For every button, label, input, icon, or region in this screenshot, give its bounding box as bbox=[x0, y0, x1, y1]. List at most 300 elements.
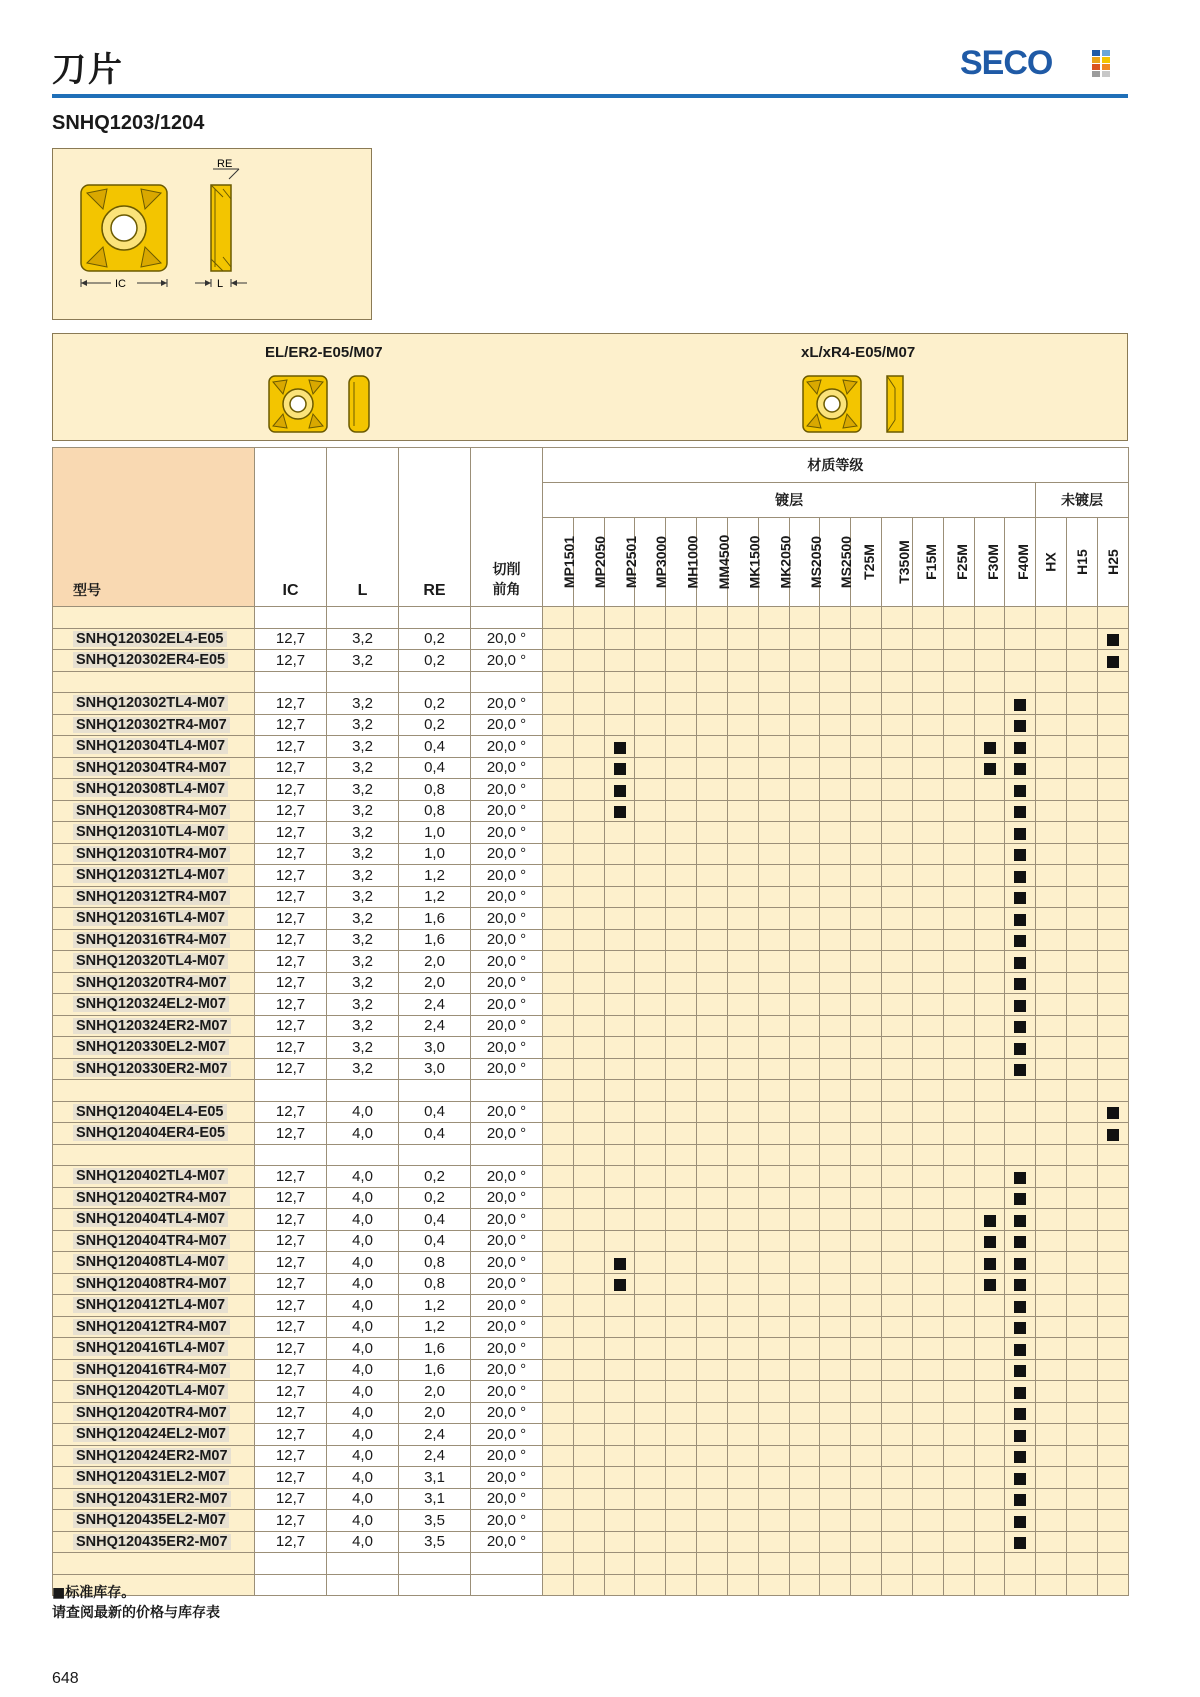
spacer-cell bbox=[882, 1574, 913, 1596]
grade-cell-f15m bbox=[912, 1037, 943, 1059]
stock-mark-icon bbox=[1014, 1473, 1026, 1485]
grade-cell-mp2501 bbox=[604, 779, 635, 801]
grade-cell-f15m bbox=[912, 886, 943, 908]
grade-cell-mk2050 bbox=[758, 886, 789, 908]
grade-cell-mh1000 bbox=[666, 1338, 697, 1360]
grade-cell-mp3000 bbox=[635, 650, 666, 672]
grade-cell-mk1500 bbox=[727, 1381, 758, 1403]
spacer-cell bbox=[912, 1553, 943, 1575]
table-row bbox=[53, 1058, 1129, 1080]
grade-cell-hx bbox=[1036, 693, 1067, 715]
grade-cell-h15 bbox=[1067, 843, 1098, 865]
grade-cell-hx bbox=[1036, 1230, 1067, 1252]
model-code: SNHQ120420TR4-M07 bbox=[73, 1405, 230, 1421]
table-row bbox=[53, 972, 1129, 994]
spacer-cell bbox=[543, 607, 574, 629]
grade-header-label: MK2050 bbox=[777, 535, 794, 589]
grade-cell-t350m bbox=[882, 1101, 913, 1123]
grade-cell-f30m bbox=[974, 1295, 1005, 1317]
rake-cell: 20,0 ° bbox=[471, 972, 543, 994]
rake-cell: 20,0 ° bbox=[471, 908, 543, 930]
re-cell: 2,0 bbox=[399, 951, 471, 973]
grade-header-f15m bbox=[912, 518, 943, 607]
model-cell bbox=[53, 1488, 255, 1510]
grade-cell-h15 bbox=[1067, 1123, 1098, 1145]
grade-cell-t25m bbox=[851, 650, 882, 672]
grade-cell-t25m bbox=[851, 1187, 882, 1209]
grade-cell-t25m bbox=[851, 908, 882, 930]
grade-cell-mp2050 bbox=[573, 994, 604, 1016]
grade-cell-mh1000 bbox=[666, 1230, 697, 1252]
grade-cell-f25m bbox=[943, 650, 974, 672]
grade-cell-f30m bbox=[974, 1058, 1005, 1080]
spacer-cell bbox=[327, 1553, 399, 1575]
grade-cell-mk1500 bbox=[727, 736, 758, 758]
grade-cell-h15 bbox=[1067, 1424, 1098, 1446]
stock-mark-icon bbox=[1014, 1236, 1026, 1248]
table-row bbox=[53, 693, 1129, 715]
rake-cell: 20,0 ° bbox=[471, 951, 543, 973]
grade-cell-mk1500 bbox=[727, 1187, 758, 1209]
grade-cell-t25m bbox=[851, 1445, 882, 1467]
spacer-cell bbox=[882, 1080, 913, 1102]
spacer-cell bbox=[820, 607, 851, 629]
grade-cell-hx bbox=[1036, 628, 1067, 650]
grade-cell-mp1501 bbox=[543, 779, 574, 801]
grade-cell-mk1500 bbox=[727, 822, 758, 844]
grade-cell-h15 bbox=[1067, 1488, 1098, 1510]
model-cell bbox=[53, 865, 255, 887]
grade-cell-mp1501 bbox=[543, 951, 574, 973]
grade-cell-mm4500 bbox=[697, 1510, 728, 1532]
ic-cell: 12,7 bbox=[255, 1166, 327, 1188]
grade-cell-ms2050 bbox=[789, 886, 820, 908]
grade-cell-mp3000 bbox=[635, 1316, 666, 1338]
grade-cell-ms2050 bbox=[789, 822, 820, 844]
l-cell: 3,2 bbox=[327, 951, 399, 973]
stock-mark-icon bbox=[1014, 892, 1026, 904]
model-cell bbox=[53, 779, 255, 801]
spacer-cell bbox=[697, 671, 728, 693]
spacer-cell bbox=[974, 1144, 1005, 1166]
grade-cell-f15m bbox=[912, 757, 943, 779]
grade-cell-mh1000 bbox=[666, 994, 697, 1016]
ic-cell: 12,7 bbox=[255, 1359, 327, 1381]
l-cell: 4,0 bbox=[327, 1510, 399, 1532]
re-cell: 2,4 bbox=[399, 994, 471, 1016]
grade-cell-mp2501 bbox=[604, 800, 635, 822]
stock-mark-icon bbox=[1107, 1129, 1119, 1141]
grade-cell-ms2050 bbox=[789, 929, 820, 951]
grade-cell-f30m bbox=[974, 628, 1005, 650]
stock-mark-icon bbox=[1014, 720, 1026, 732]
grade-cell-h25 bbox=[1097, 1316, 1128, 1338]
table-row bbox=[53, 929, 1129, 951]
grade-cell-t25m bbox=[851, 951, 882, 973]
model-cell bbox=[53, 714, 255, 736]
table-row bbox=[53, 865, 1129, 887]
grade-cell-f30m bbox=[974, 1402, 1005, 1424]
grade-cell-f25m bbox=[943, 1123, 974, 1145]
model-cell bbox=[53, 1424, 255, 1446]
grade-cell-t350m bbox=[882, 779, 913, 801]
re-cell: 0,4 bbox=[399, 1123, 471, 1145]
spacer-cell bbox=[1005, 607, 1036, 629]
grade-cell-f30m bbox=[974, 757, 1005, 779]
grade-cell-h25 bbox=[1097, 1338, 1128, 1360]
model-code: SNHQ120412TR4-M07 bbox=[73, 1319, 230, 1335]
grade-cell-mp2050 bbox=[573, 714, 604, 736]
grade-cell-f40m bbox=[1005, 1359, 1036, 1381]
re-cell: 1,2 bbox=[399, 865, 471, 887]
grade-cell-hx bbox=[1036, 1252, 1067, 1274]
ic-cell: 12,7 bbox=[255, 757, 327, 779]
grade-cell-mk1500 bbox=[727, 1316, 758, 1338]
grade-cell-mh1000 bbox=[666, 1058, 697, 1080]
rake-cell: 20,0 ° bbox=[471, 1316, 543, 1338]
grade-cell-t350m bbox=[882, 1166, 913, 1188]
grade-cell-f25m bbox=[943, 908, 974, 930]
grade-cell-f15m bbox=[912, 1252, 943, 1274]
grade-cell-ms2500 bbox=[820, 1273, 851, 1295]
spacer-cell bbox=[255, 1144, 327, 1166]
stock-mark-icon bbox=[1014, 957, 1026, 969]
model-code: SNHQ120320TR4-M07 bbox=[73, 975, 230, 991]
grade-cell-t350m bbox=[882, 929, 913, 951]
grade-cell-mm4500 bbox=[697, 1230, 728, 1252]
grade-cell-f40m bbox=[1005, 822, 1036, 844]
spacer-cell bbox=[851, 1080, 882, 1102]
grade-cell-mk1500 bbox=[727, 1058, 758, 1080]
grade-cell-mk2050 bbox=[758, 972, 789, 994]
grade-cell-ms2500 bbox=[820, 865, 851, 887]
grade-cell-f40m bbox=[1005, 843, 1036, 865]
grade-cell-f15m bbox=[912, 1058, 943, 1080]
spacer-cell bbox=[697, 1080, 728, 1102]
grade-cell-t25m bbox=[851, 1166, 882, 1188]
grade-cell-mk1500 bbox=[727, 757, 758, 779]
grade-cell-ms2050 bbox=[789, 1510, 820, 1532]
grade-cell-f25m bbox=[943, 822, 974, 844]
spacer-cell bbox=[399, 1553, 471, 1575]
rake-cell: 20,0 ° bbox=[471, 1510, 543, 1532]
page-number: 648 bbox=[52, 1670, 79, 1687]
grade-cell-mp2501 bbox=[604, 822, 635, 844]
grade-cell-f30m bbox=[974, 1187, 1005, 1209]
rake-cell: 20,0 ° bbox=[471, 1037, 543, 1059]
grade-cell-t350m bbox=[882, 1230, 913, 1252]
grade-cell-mp2050 bbox=[573, 1467, 604, 1489]
grade-cell-h25 bbox=[1097, 1359, 1128, 1381]
grade-cell-mp2050 bbox=[573, 1531, 604, 1553]
grade-cell-mp2050 bbox=[573, 1230, 604, 1252]
grade-cell-h15 bbox=[1067, 1531, 1098, 1553]
grade-cell-f15m bbox=[912, 929, 943, 951]
l-cell: 4,0 bbox=[327, 1338, 399, 1360]
re-cell: 1,2 bbox=[399, 1295, 471, 1317]
grade-cell-ms2500 bbox=[820, 843, 851, 865]
grade-cell-mk2050 bbox=[758, 1166, 789, 1188]
table-row bbox=[53, 886, 1129, 908]
table-row bbox=[53, 1252, 1129, 1274]
spacer-cell bbox=[851, 1144, 882, 1166]
grade-cell-f30m bbox=[974, 1488, 1005, 1510]
spacer-cell bbox=[543, 1144, 574, 1166]
table-row bbox=[53, 994, 1129, 1016]
model-code: SNHQ120302TR4-M07 bbox=[73, 717, 230, 733]
grade-cell-mp1501 bbox=[543, 1510, 574, 1532]
table-row bbox=[53, 1531, 1129, 1553]
grade-cell-mp3000 bbox=[635, 736, 666, 758]
spacer-cell bbox=[697, 1553, 728, 1575]
stock-mark-icon bbox=[1014, 935, 1026, 947]
ic-cell: 12,7 bbox=[255, 1316, 327, 1338]
grade-cell-mp2050 bbox=[573, 1015, 604, 1037]
grade-cell-mk1500 bbox=[727, 1037, 758, 1059]
grade-cell-mp2050 bbox=[573, 1510, 604, 1532]
ic-cell: 12,7 bbox=[255, 1488, 327, 1510]
grade-cell-mp2050 bbox=[573, 1402, 604, 1424]
grade-cell-t25m bbox=[851, 929, 882, 951]
grade-cell-mp3000 bbox=[635, 1295, 666, 1317]
grade-cell-f25m bbox=[943, 736, 974, 758]
spacer-cell bbox=[1097, 671, 1128, 693]
l-cell: 3,2 bbox=[327, 843, 399, 865]
grade-cell-h15 bbox=[1067, 1101, 1098, 1123]
spacer-cell bbox=[666, 1144, 697, 1166]
ic-cell: 12,7 bbox=[255, 1467, 327, 1489]
grade-cell-ms2050 bbox=[789, 1230, 820, 1252]
grade-cell-t25m bbox=[851, 972, 882, 994]
grade-cell-mm4500 bbox=[697, 1467, 728, 1489]
grade-cell-f15m bbox=[912, 1531, 943, 1553]
grade-cell-mk2050 bbox=[758, 1230, 789, 1252]
grade-header-label: MP2050 bbox=[591, 535, 608, 589]
grade-cell-h15 bbox=[1067, 693, 1098, 715]
grade-cell-ms2500 bbox=[820, 1338, 851, 1360]
grade-cell-t350m bbox=[882, 1402, 913, 1424]
grade-cell-mm4500 bbox=[697, 757, 728, 779]
model-code: SNHQ120416TL4-M07 bbox=[73, 1340, 228, 1356]
grade-cell-mk1500 bbox=[727, 994, 758, 1016]
re-cell: 1,6 bbox=[399, 1338, 471, 1360]
spacer-cell bbox=[1097, 1574, 1128, 1596]
grade-cell-ms2500 bbox=[820, 1531, 851, 1553]
spacer-cell bbox=[399, 1144, 471, 1166]
grade-cell-f25m bbox=[943, 886, 974, 908]
grade-cell-hx bbox=[1036, 1123, 1067, 1145]
table-row bbox=[53, 779, 1129, 801]
grade-cell-t25m bbox=[851, 1402, 882, 1424]
grade-cell-hx bbox=[1036, 1209, 1067, 1231]
grade-cell-mp2050 bbox=[573, 1488, 604, 1510]
rake-cell: 20,0 ° bbox=[471, 1273, 543, 1295]
grade-cell-f25m bbox=[943, 1230, 974, 1252]
grade-cell-mk2050 bbox=[758, 779, 789, 801]
grade-cell-ms2500 bbox=[820, 693, 851, 715]
grade-cell-mp3000 bbox=[635, 843, 666, 865]
table-row bbox=[53, 736, 1129, 758]
model-cell bbox=[53, 628, 255, 650]
grade-cell-mp1501 bbox=[543, 1359, 574, 1381]
grade-cell-t350m bbox=[882, 951, 913, 973]
grade-cell-mp1501 bbox=[543, 972, 574, 994]
re-cell: 0,2 bbox=[399, 628, 471, 650]
spacer-cell bbox=[635, 1553, 666, 1575]
grade-cell-f15m bbox=[912, 1510, 943, 1532]
spacer-cell bbox=[255, 1553, 327, 1575]
table-row bbox=[53, 1510, 1129, 1532]
grade-cell-mp1501 bbox=[543, 1338, 574, 1360]
model-code: SNHQ120435EL2-M07 bbox=[73, 1512, 229, 1528]
grade-cell-ms2500 bbox=[820, 1058, 851, 1080]
table-row bbox=[53, 1359, 1129, 1381]
grade-header-f40m bbox=[1005, 518, 1036, 607]
grade-cell-mp2501 bbox=[604, 1381, 635, 1403]
grade-cell-f25m bbox=[943, 1467, 974, 1489]
grade-cell-mk1500 bbox=[727, 886, 758, 908]
grade-cell-mp2501 bbox=[604, 1273, 635, 1295]
grade-cell-mp3000 bbox=[635, 757, 666, 779]
ic-cell: 12,7 bbox=[255, 843, 327, 865]
grade-cell-mk2050 bbox=[758, 1015, 789, 1037]
spacer-cell bbox=[1005, 671, 1036, 693]
grade-cell-mm4500 bbox=[697, 1166, 728, 1188]
grade-cell-hx bbox=[1036, 1187, 1067, 1209]
model-cell bbox=[53, 1230, 255, 1252]
table-row bbox=[53, 908, 1129, 930]
grade-cell-mp2050 bbox=[573, 1058, 604, 1080]
stock-mark-icon bbox=[1014, 871, 1026, 883]
model-code: SNHQ120312TL4-M07 bbox=[73, 867, 228, 883]
grade-cell-h25 bbox=[1097, 1015, 1128, 1037]
grade-cell-f15m bbox=[912, 714, 943, 736]
grade-cell-t25m bbox=[851, 994, 882, 1016]
grade-cell-t25m bbox=[851, 1037, 882, 1059]
grade-cell-t350m bbox=[882, 972, 913, 994]
grade-cell-mp2050 bbox=[573, 779, 604, 801]
stock-mark-icon bbox=[984, 1258, 996, 1270]
grade-cell-mp2501 bbox=[604, 1166, 635, 1188]
spacer-cell bbox=[851, 1553, 882, 1575]
grade-cell-f40m bbox=[1005, 1424, 1036, 1446]
grade-cell-mm4500 bbox=[697, 865, 728, 887]
grade-cell-mk2050 bbox=[758, 628, 789, 650]
grade-cell-mp2501 bbox=[604, 1230, 635, 1252]
grade-cell-t350m bbox=[882, 865, 913, 887]
grade-cell-hx bbox=[1036, 865, 1067, 887]
grade-header-h15 bbox=[1067, 518, 1098, 607]
spacer-cell bbox=[758, 1574, 789, 1596]
grade-cell-mp1501 bbox=[543, 865, 574, 887]
grade-cell-mh1000 bbox=[666, 1359, 697, 1381]
grade-cell-t25m bbox=[851, 628, 882, 650]
rake-cell: 20,0 ° bbox=[471, 1015, 543, 1037]
grade-cell-t25m bbox=[851, 843, 882, 865]
grade-cell-ms2050 bbox=[789, 1015, 820, 1037]
grade-cell-mk1500 bbox=[727, 843, 758, 865]
grade-cell-f40m bbox=[1005, 908, 1036, 930]
l-cell: 4,0 bbox=[327, 1230, 399, 1252]
spacer-cell bbox=[604, 1080, 635, 1102]
grade-cell-mk2050 bbox=[758, 951, 789, 973]
stock-mark-icon bbox=[1014, 1430, 1026, 1442]
spacer-cell bbox=[943, 1144, 974, 1166]
grade-cell-hx bbox=[1036, 843, 1067, 865]
grade-cell-mk2050 bbox=[758, 1209, 789, 1231]
grade-cell-t25m bbox=[851, 1467, 882, 1489]
grade-cell-mp2501 bbox=[604, 1359, 635, 1381]
spacer-cell bbox=[53, 607, 255, 629]
spacer-cell bbox=[471, 1080, 543, 1102]
l-cell: 4,0 bbox=[327, 1424, 399, 1446]
spacer-cell bbox=[573, 1080, 604, 1102]
stock-mark-icon bbox=[1107, 1107, 1119, 1119]
grade-cell-f30m bbox=[974, 929, 1005, 951]
grade-cell-t350m bbox=[882, 822, 913, 844]
grade-cell-t350m bbox=[882, 1488, 913, 1510]
spacer-cell bbox=[789, 1144, 820, 1166]
spacer-cell bbox=[666, 1080, 697, 1102]
grade-cell-mp3000 bbox=[635, 1359, 666, 1381]
grade-cell-f30m bbox=[974, 1338, 1005, 1360]
grade-cell-mp1501 bbox=[543, 1273, 574, 1295]
grade-cell-mk1500 bbox=[727, 779, 758, 801]
grade-cell-mp1501 bbox=[543, 800, 574, 822]
table-row bbox=[53, 1209, 1129, 1231]
grade-cell-mp2501 bbox=[604, 1531, 635, 1553]
stock-legend-note: ■标准库存。 bbox=[52, 1585, 136, 1601]
spacer-cell bbox=[1005, 1553, 1036, 1575]
grade-cell-h25 bbox=[1097, 908, 1128, 930]
spacer-cell bbox=[1097, 607, 1128, 629]
grade-cell-mh1000 bbox=[666, 736, 697, 758]
grade-cell-mk1500 bbox=[727, 800, 758, 822]
grade-cell-hx bbox=[1036, 908, 1067, 930]
grade-cell-f25m bbox=[943, 1445, 974, 1467]
grade-cell-h15 bbox=[1067, 1402, 1098, 1424]
grade-cell-mp1501 bbox=[543, 1252, 574, 1274]
spacer-cell bbox=[727, 671, 758, 693]
grade-cell-t350m bbox=[882, 1531, 913, 1553]
spacer-cell bbox=[399, 1574, 471, 1596]
grade-cell-t350m bbox=[882, 1445, 913, 1467]
re-cell: 0,2 bbox=[399, 1187, 471, 1209]
grade-cell-mp1501 bbox=[543, 929, 574, 951]
ic-cell: 12,7 bbox=[255, 994, 327, 1016]
grade-cell-mp1501 bbox=[543, 1531, 574, 1553]
stock-mark-icon bbox=[984, 1279, 996, 1291]
grade-header-label: T25M bbox=[861, 544, 878, 580]
grade-cell-mk2050 bbox=[758, 1338, 789, 1360]
stock-mark-icon bbox=[614, 1279, 626, 1291]
grade-cell-mp1501 bbox=[543, 1424, 574, 1446]
spacer-cell bbox=[974, 607, 1005, 629]
grade-cell-mm4500 bbox=[697, 714, 728, 736]
spacer-cell bbox=[912, 607, 943, 629]
spacer-cell bbox=[882, 607, 913, 629]
grade-cell-mp2501 bbox=[604, 650, 635, 672]
grades-group-header: 材质等级 bbox=[543, 448, 1129, 483]
grade-cell-hx bbox=[1036, 1101, 1067, 1123]
grade-cell-t350m bbox=[882, 1252, 913, 1274]
grade-cell-mh1000 bbox=[666, 693, 697, 715]
grade-cell-mk2050 bbox=[758, 736, 789, 758]
ic-cell: 12,7 bbox=[255, 1424, 327, 1446]
grade-cell-t350m bbox=[882, 994, 913, 1016]
ic-cell: 12,7 bbox=[255, 1123, 327, 1145]
grade-cell-mh1000 bbox=[666, 929, 697, 951]
